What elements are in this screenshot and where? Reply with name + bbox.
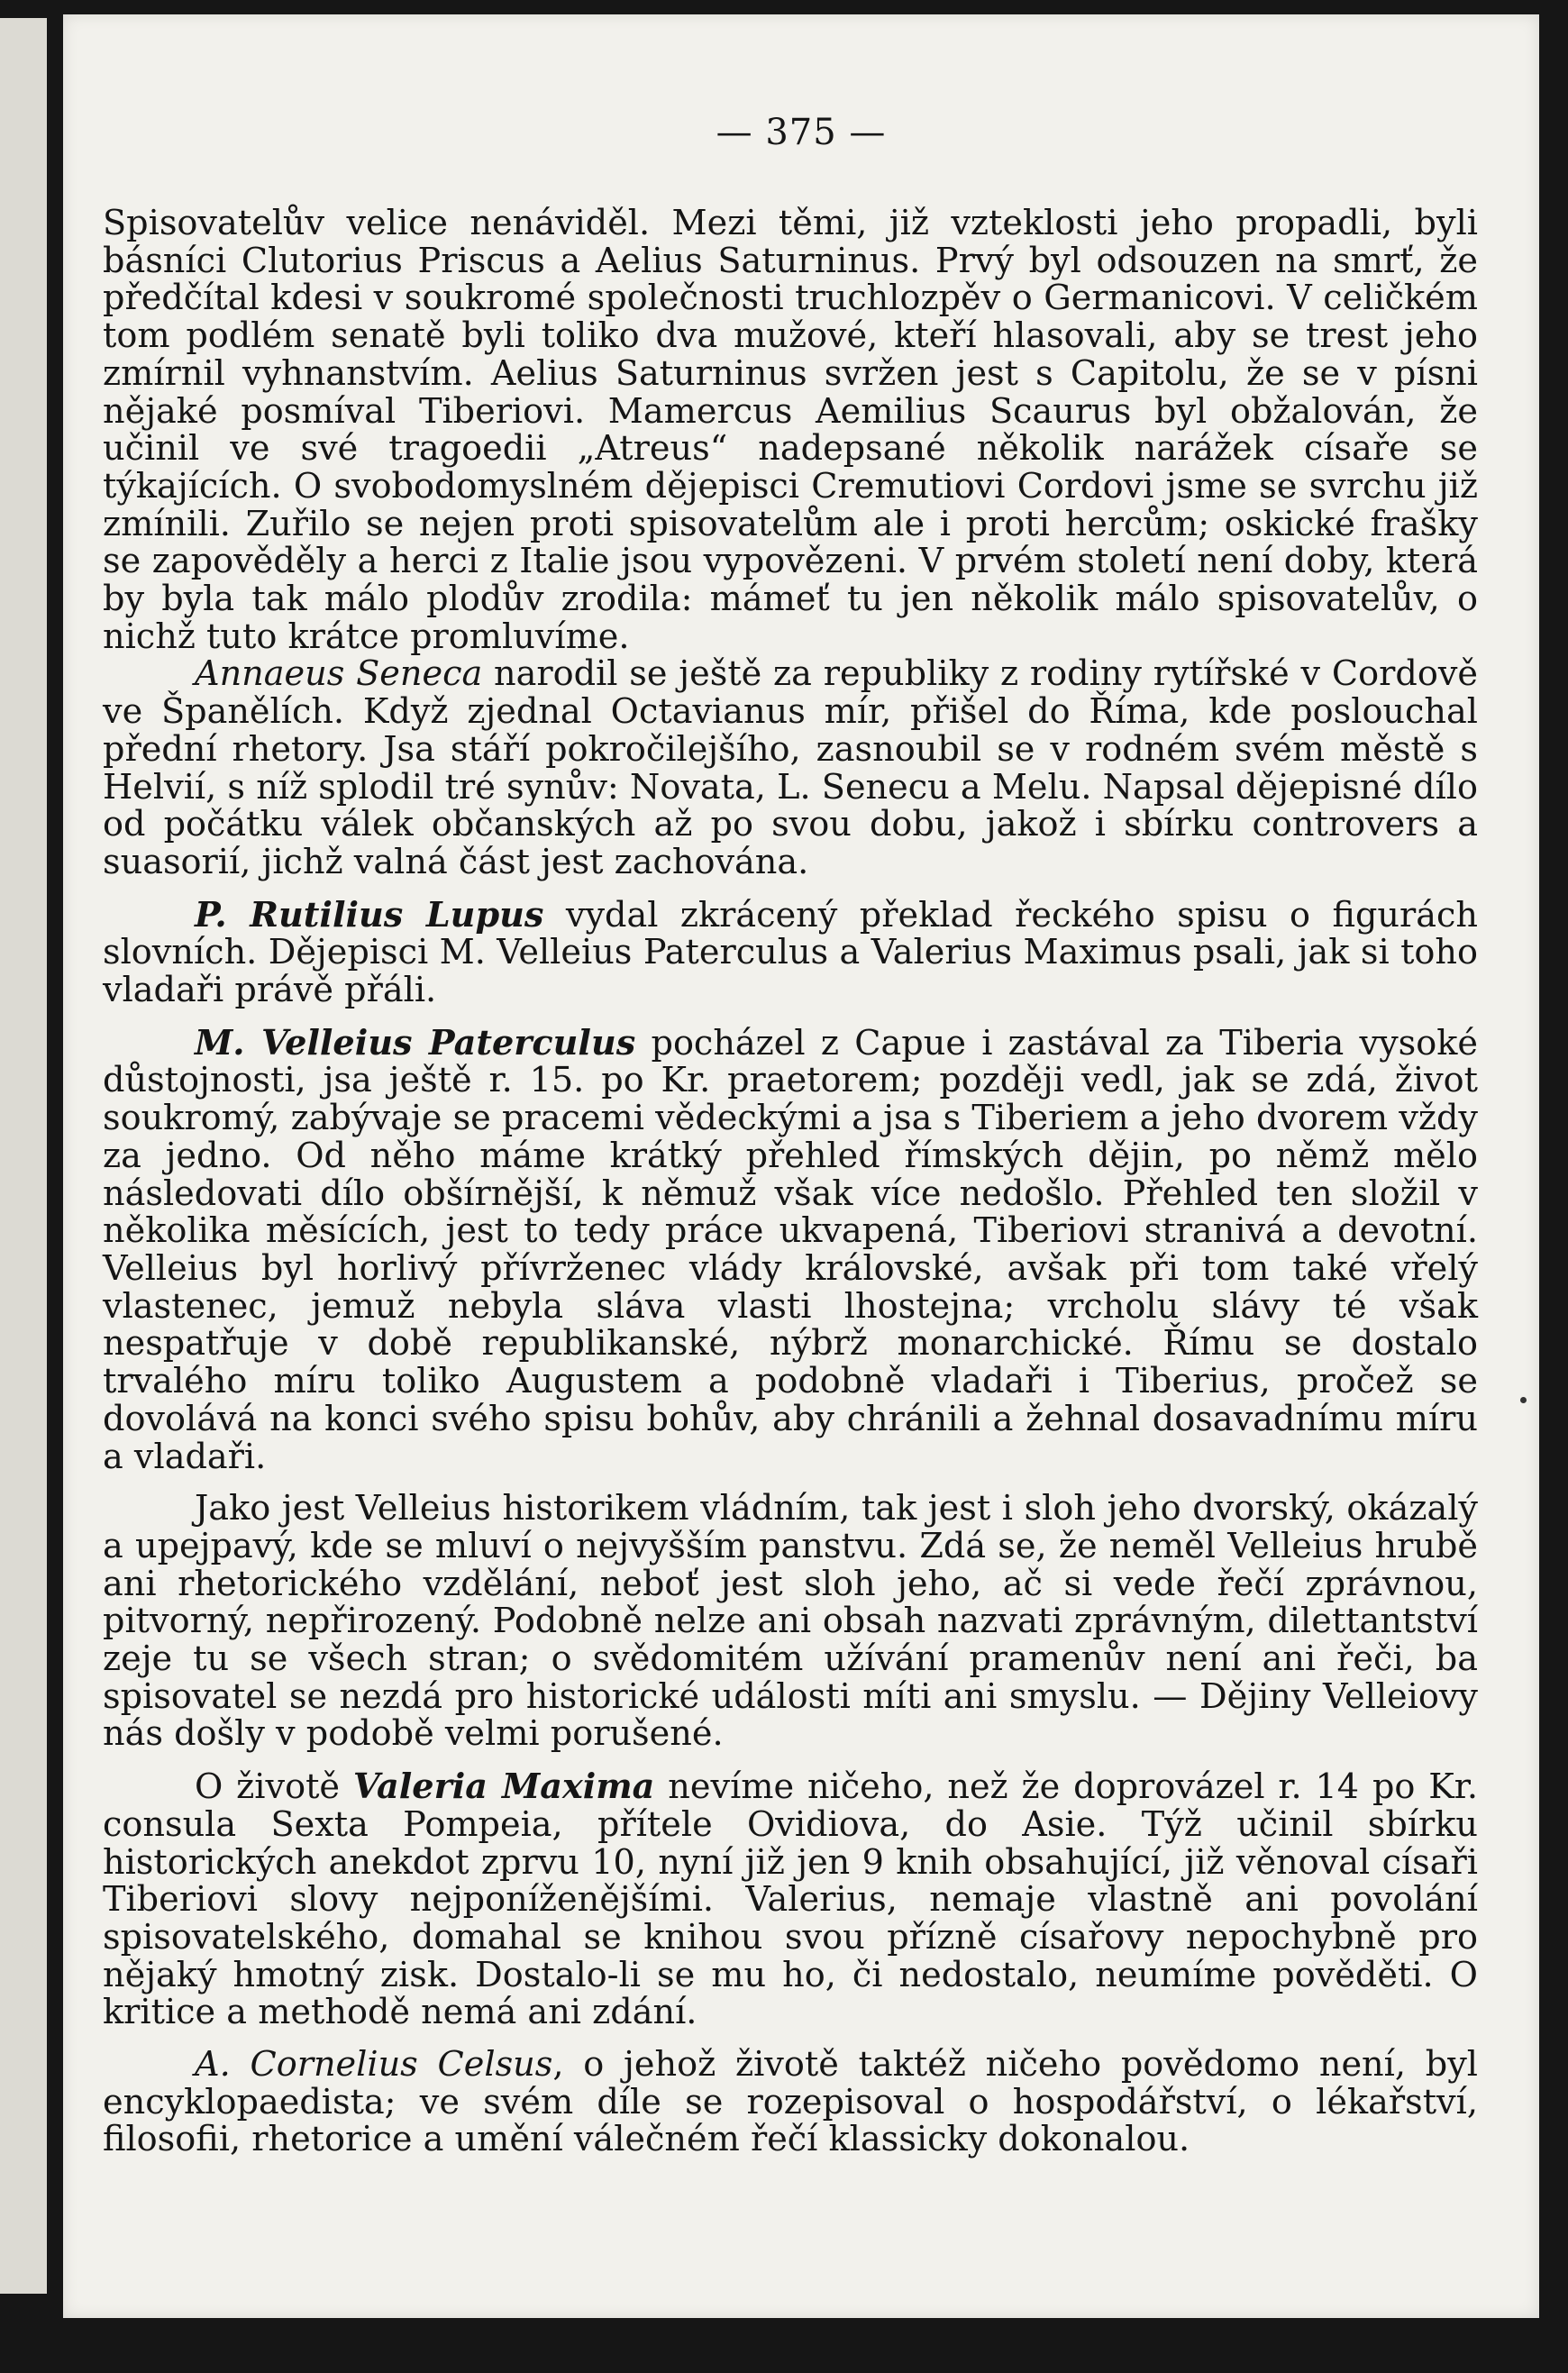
paragraph-velleius-style — [103, 1491, 1478, 1754]
author-name-seneca: Annaeus Seneca — [195, 654, 483, 695]
stray-ink-mark — [1520, 1397, 1527, 1403]
left-page-edge — [0, 18, 47, 2294]
book-page — [63, 14, 1539, 2318]
paragraph-valerius-intro: O životě — [195, 1767, 353, 1808]
paragraph-celsus-text: , o jehož životě taktéž ničeho povědomo není, byl encyklopaedista; ve svém díle se rozepisoval o hospodářství, o lékařství, filosofii, rhetorice a umění válečném řečí klassicky dokonalou. — [103, 2045, 1479, 2160]
paragraph-celsus — [103, 2047, 1478, 2159]
paragraph-seneca — [103, 656, 1478, 881]
paragraph-valerius-text: nevíme ničeho, než že doprovázel r. 14 po Kr. consula Sexta Pompeia, přítele Ovidiova, do Asie. Týž učinil sbírku historických anekdot zprvu 10, nyní již jen 9 knih obsahující, již věnoval císaři Tiberiovi slovy nejponíženějšími. Valerius, nemaje vlastně ani povolání spisovatelského, domahal se knihou svou přízně císařovy nepochybně pro nějaký hmotný zisk. Dostalo-li se mu ho, či nedostalo, neumíme pověděti. O kritice a methodě nemá ani zdání. — [103, 1767, 1478, 2033]
paragraph-valerius — [103, 1768, 1478, 2032]
paragraph-velleius-style-text: Jako jest Velleius historikem vládním, tak jest i sloh jeho dvorský, okázalý a upejpavý, kde se mluví o nejvyšším panstvu. Zdá se, že neměl Velleius hrubě ani rhetorického vzdělání, neboť jest sloh jeho, ač si vede řečí zprávnou, pitvorný, nepřirozený. Podobně nelze ani obsah nazvati zprávným, dilettantství zeje tu se všech stran; o svědomitém užívání pramenův není ani řeči, ba spisovatel se nezdá pro historické události míti ani smyslu. — Dějiny Velleiovy nás došly v podobě velmi porušené. — [103, 1489, 1478, 1755]
author-name-valerius: Valeria Maxima — [352, 1766, 655, 1808]
paragraph-rutilius — [103, 894, 1478, 1011]
page-text — [103, 205, 1478, 2159]
author-name-velleius: M. Velleius Paterculus — [195, 1022, 636, 1063]
paragraph-1 — [103, 205, 1478, 656]
author-name-celsus: A. Cornelius Celsus — [195, 2045, 553, 2086]
paragraph-1-text: Spisovatelův velice nenáviděl. Mezi těmi, již vzteklosti jeho propadli, byli básníci Clutorius Priscus a Aelius Saturninus. Prvý byl odsouzen na smrť, že předčítal kdesi v soukromé společnosti truchlozpěv o Germanicovi. V celičkém tom podlém senatě byli toliko dva mužové, kteří hlasovali, aby se trest jeho zmírnil vyhnanstvím. Aelius Saturninus svržen jest s Capitolu, že se v písni nějaké posmíval Tiberiovi. Mamercus Aemilius Scaurus byl obžalován, že učinil ve své tragoedii „Atreus“ nadepsané několik narážek císaře se týkajících. O svobodomyslném dějepisci Cremutiovi Cordovi jsme se svrchu již zmínili. Zuřilo se nejen proti spisovatelům ale i proti hercům; oskické frašky se zapověděly a herci z Italie jsou vypovězeni. V prvém století není doby, která by byla tak málo plodův zrodila: mámeť tu jen několik málo spisovatelův, o nichž tuto krátce promluvíme. — [103, 204, 1478, 657]
page-number: — 375 — — [716, 112, 887, 153]
paragraph-velleius-text: pocházel z Capue i zastával za Tiberia vysoké důstojnosti, jsa ještě r. 15. po Kr. praetorem; později vedl, jak se zdá, život soukromý, zabývaje se pracemi vědeckými a jsa s Tiberiem a jeho dvorem vždy za jedno. Od něho máme krátký přehled římských dějin, po němž mělo následovati dílo obšírnější, k němuž však více nedošlo. Přehled ten složil v několika měsících, jest to tedy práce ukvapená, Tiberiovi stranivá a devotní. Velleius byl horlivý přívrženec vlády královské, avšak při tom také vřelý vlastenec, jemuž nebyla sláva vlasti lhostejna; vrcholu slávy té však nespatřuje v době republikanské, nýbrž monarchické. Římu se dostalo trvalého míru toliko Augustem a podobně vladaři i Tiberius, pročež se dovolává na konci svého spisu bohův, aby chránili a žehnal dosavadnímu míru a vladaři. — [103, 1023, 1478, 1477]
author-name-rutilius: P. Rutilius Lupus — [195, 894, 544, 936]
paragraph-seneca-text: narodil se ještě za republiky z rodiny rytířské v Cordově ve Španělích. Když zjednal Octavianus mír, přišel do Říma, kde poslouchal přední rhetory. Jsa stáří pokročilejšího, zasnoubil se v rodném svém městě s Helvií, s níž splodil tré synův: Novata, L. Senecu a Melu. Napsal dějepisné dílo od počátku válek občanských až po svou dobu, jakož i sbírku controvers a suasorií, jichž valná část jest zachována. — [103, 654, 1478, 882]
paragraph-rutilius-text: vydal zkrácený překlad řeckého spisu o figurách slovních. Dějepisci M. Velleius Paterculus a Valerius Maximus psali, jak si toho vladaři právě přáli. — [103, 895, 1478, 1011]
paragraph-velleius — [103, 1022, 1478, 1477]
